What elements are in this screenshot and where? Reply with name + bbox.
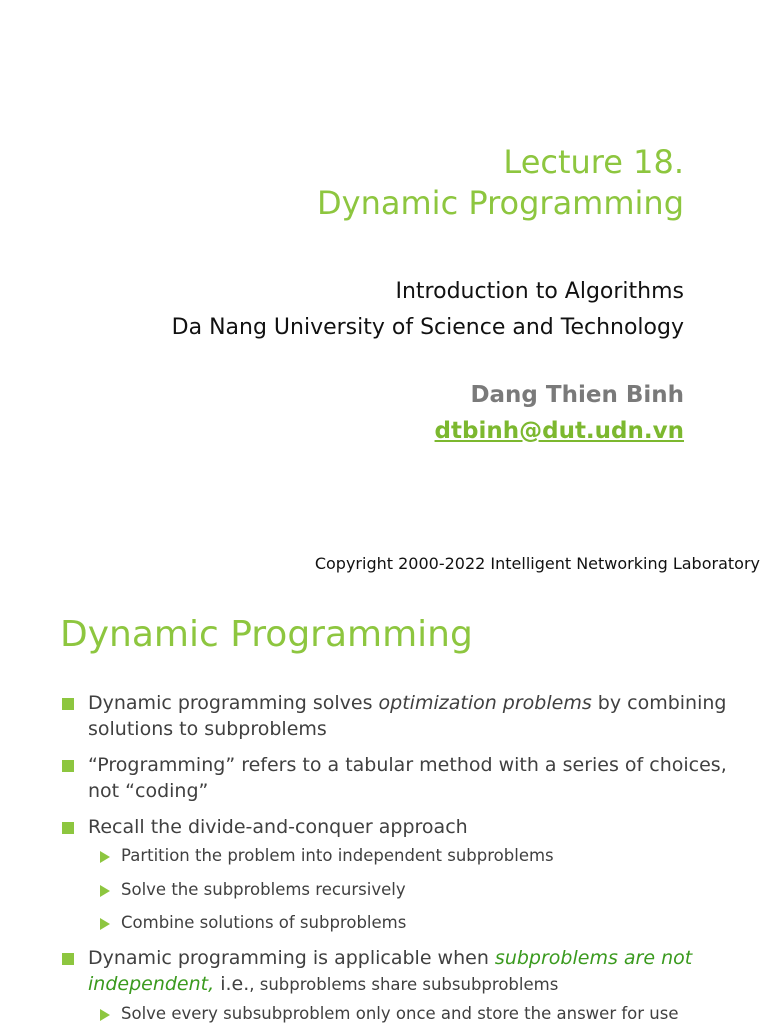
lecture-number: Lecture 18. — [503, 143, 684, 181]
course-name: Introduction to Algorithms — [395, 279, 684, 304]
triangle-bullet-icon — [100, 1009, 110, 1021]
emphasis-text: optimization problems — [378, 692, 592, 714]
university-name: Da Nang University of Science and Technology — [171, 315, 684, 340]
bullet-list — [60, 690, 750, 1024]
lecture-title — [317, 142, 684, 224]
content-slide — [0, 590, 768, 1024]
author-info — [435, 377, 684, 449]
square-bullet-icon — [62, 822, 74, 834]
square-bullet-icon — [62, 760, 74, 772]
emphasis-green-text: subproblems are not independent — [88, 947, 693, 995]
slide-heading: Dynamic Programming — [60, 614, 473, 655]
square-bullet-icon — [62, 953, 74, 965]
course-info — [172, 274, 684, 346]
square-bullet-icon — [62, 698, 74, 710]
bullet-item: Dynamic programming solves optimization problems by combining solutions to subproblems — [60, 690, 750, 742]
triangle-bullet-icon — [100, 851, 110, 863]
author-email-link[interactable]: dtbinh@dut.udn.vn — [434, 418, 684, 444]
sub-bullet-list — [88, 1002, 750, 1024]
sub-bullet-item: Solve the subproblems recursively — [88, 878, 750, 902]
bullet-item: “Programming” refers to a tabular method with a series of choices, not “coding” — [60, 752, 750, 804]
sub-bullet-item: Solve every subsubproblem only once and store the answer for use — [88, 1002, 750, 1024]
triangle-bullet-icon — [100, 918, 110, 930]
author-name: Dang Thien Binh — [470, 382, 684, 408]
sub-bullet-item: Combine solutions of subproblems — [88, 911, 750, 935]
bullet-item: Dynamic programming is applicable when subproblems are not independent, i.e., subproblems share subsubproblems Solve every subsubproblem only once and store the answer for use — [60, 945, 750, 1024]
sub-bullet-list — [88, 844, 750, 935]
triangle-bullet-icon — [100, 885, 110, 897]
bullet-item: Recall the divide-and-conquer approach Partition the problem into independent subproblems Solve the subproblems recursively Combine solutions of subproblems — [60, 814, 750, 935]
lecture-topic: Dynamic Programming — [317, 184, 684, 222]
sub-bullet-item: Partition the problem into independent subproblems — [88, 844, 750, 868]
copyright-notice: Copyright 2000-2022 Intelligent Networking Laboratory — [314, 554, 760, 573]
